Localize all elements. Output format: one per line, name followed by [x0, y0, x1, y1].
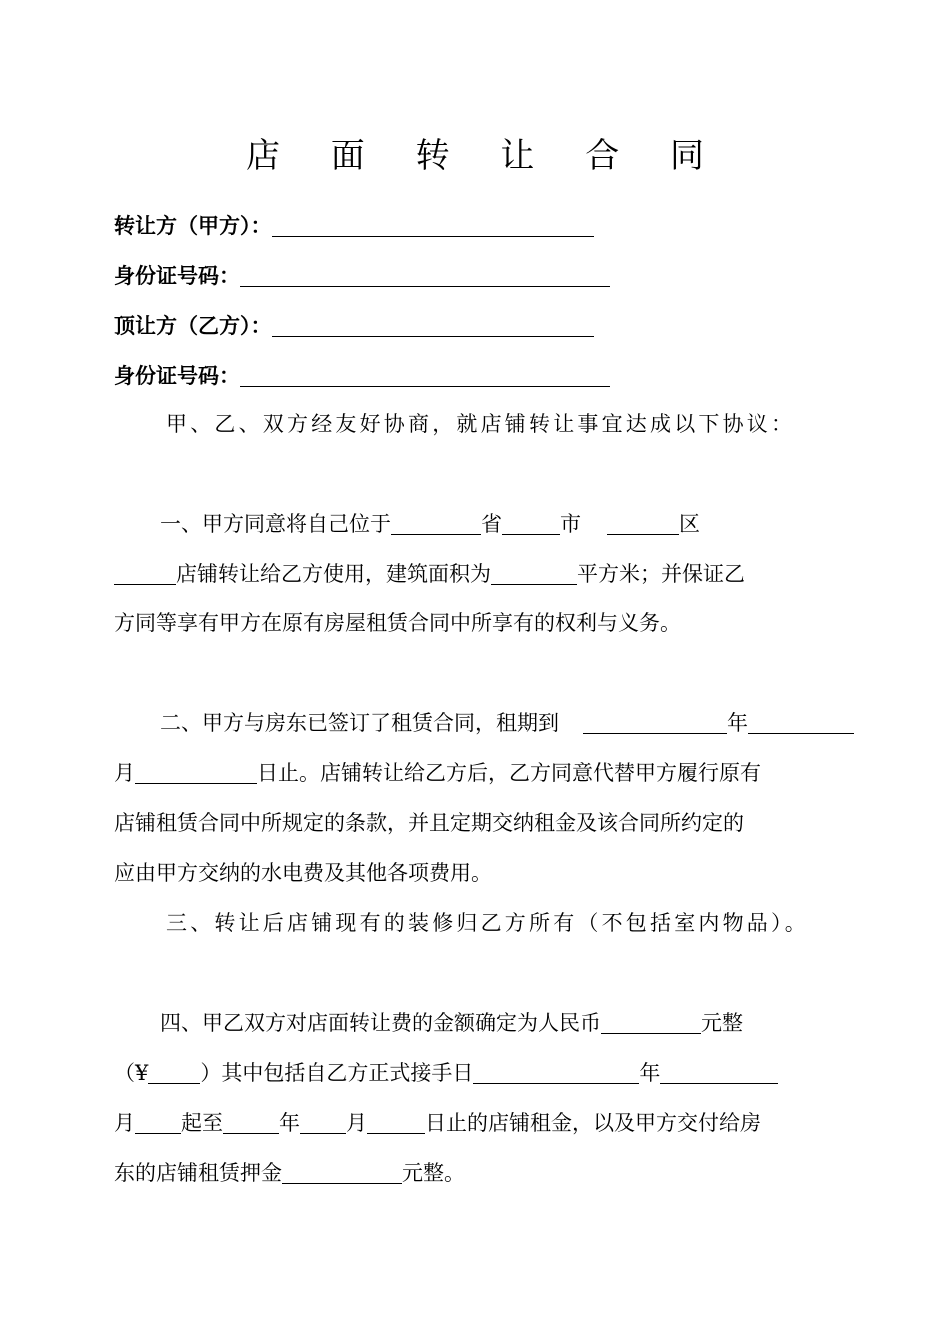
party-b-blank[interactable]: [272, 314, 594, 337]
clause4-line1: [160, 1007, 743, 1039]
province-blank[interactable]: [391, 512, 481, 535]
party-b-id-label: 身份证号码：: [114, 363, 240, 388]
clause1-city: 市: [560, 512, 581, 536]
clause4-text-a: 四、甲乙双方对店面转让费的金额确定为人民币: [160, 1011, 601, 1035]
start-month-blank[interactable]: [660, 1061, 778, 1084]
end-month-blank[interactable]: [300, 1111, 346, 1134]
document-title: 店 面 转 让 合 同: [245, 136, 725, 176]
clause4-yen: （¥: [114, 1061, 149, 1085]
clause2-line2: [114, 757, 761, 789]
end-year-blank[interactable]: [223, 1111, 279, 1134]
clause4-text-b: 元整: [701, 1011, 743, 1035]
clause1-district: 区: [679, 512, 700, 536]
clause4-text-l: 元整。: [402, 1161, 465, 1185]
start-day-blank[interactable]: [135, 1111, 181, 1134]
party-a-id-blank[interactable]: [240, 264, 610, 287]
clause4-line4: [114, 1157, 465, 1189]
intro-text: 甲、乙、双方经友好协商，就店铺转让事宜达成以下协议：: [166, 412, 796, 436]
clause2-text-d: 日止。店铺转让给乙方后，乙方同意代替甲方履行原有: [257, 761, 761, 785]
clause2-text-a: 二、甲方与房东已签订了租赁合同，租期到: [160, 711, 559, 735]
clause4-year: 年: [639, 1061, 661, 1085]
clause2-line4: 应由甲方交纳的水电费及其他各项费用。: [114, 861, 492, 885]
deposit-blank[interactable]: [282, 1161, 402, 1184]
clause1-province: 省: [481, 512, 502, 536]
end-day-blank[interactable]: [367, 1111, 425, 1134]
fee-digits-blank[interactable]: [148, 1061, 200, 1084]
clause4-month: 月: [114, 1111, 135, 1135]
party-b-label: 顶让方（乙方）：: [114, 313, 272, 338]
lease-month-blank[interactable]: [748, 711, 854, 734]
party-b-id-line: [114, 360, 610, 392]
area-blank[interactable]: [491, 562, 577, 585]
clause4-line3: [114, 1107, 761, 1139]
clause2-line3: 店铺租赁合同中所规定的条款，并且定期交纳租金及该合同所约定的: [114, 811, 744, 835]
clause2-month: 月: [114, 761, 135, 785]
party-a-id-label: 身份证号码：: [114, 263, 240, 288]
district-blank[interactable]: [607, 512, 679, 535]
clause1-line1: [160, 508, 700, 540]
clause1-text-a: 一、甲方同意将自己位于: [160, 512, 391, 536]
party-a-label: 转让方（甲方）：: [114, 213, 272, 238]
clause4-text-k: 东的店铺租赁押金: [114, 1161, 282, 1185]
clause4-end-month: 月: [346, 1111, 367, 1135]
start-year-blank[interactable]: [473, 1061, 639, 1084]
clause2-line1: [160, 707, 854, 739]
clause4-text-j: 日止的店铺租金，以及甲方交付给房: [425, 1111, 761, 1135]
clause1-text-e: 店铺转让给乙方使用，建筑面积为: [176, 562, 491, 586]
clause4-line2: [114, 1057, 778, 1089]
clause4-text-d: ）其中包括自乙方正式接手日: [200, 1061, 474, 1085]
clause1-line3: 方同等享有甲方在原有房屋租赁合同中所享有的权利与义务。: [114, 611, 681, 635]
clause3-text: 三、转让后店铺现有的装修归乙方所有（不包括室内物品）。: [166, 911, 809, 935]
clause1-text-f: 平方米；并保证乙: [577, 562, 745, 586]
party-b-id-blank[interactable]: [240, 364, 610, 387]
clause1-line2: [114, 558, 745, 590]
party-a-blank[interactable]: [272, 214, 594, 237]
clause4-end-year: 年: [279, 1111, 300, 1135]
lease-day-blank[interactable]: [135, 761, 257, 784]
clause4-until: 起至: [181, 1111, 223, 1135]
city-blank[interactable]: [502, 512, 560, 535]
fee-amount-blank[interactable]: [601, 1011, 701, 1034]
lease-year-blank[interactable]: [583, 711, 727, 734]
party-a-line: [114, 210, 594, 242]
shop-blank[interactable]: [114, 562, 176, 585]
party-b-line: [114, 310, 594, 342]
party-a-id-line: [114, 260, 610, 292]
clause2-year: 年: [727, 711, 748, 735]
